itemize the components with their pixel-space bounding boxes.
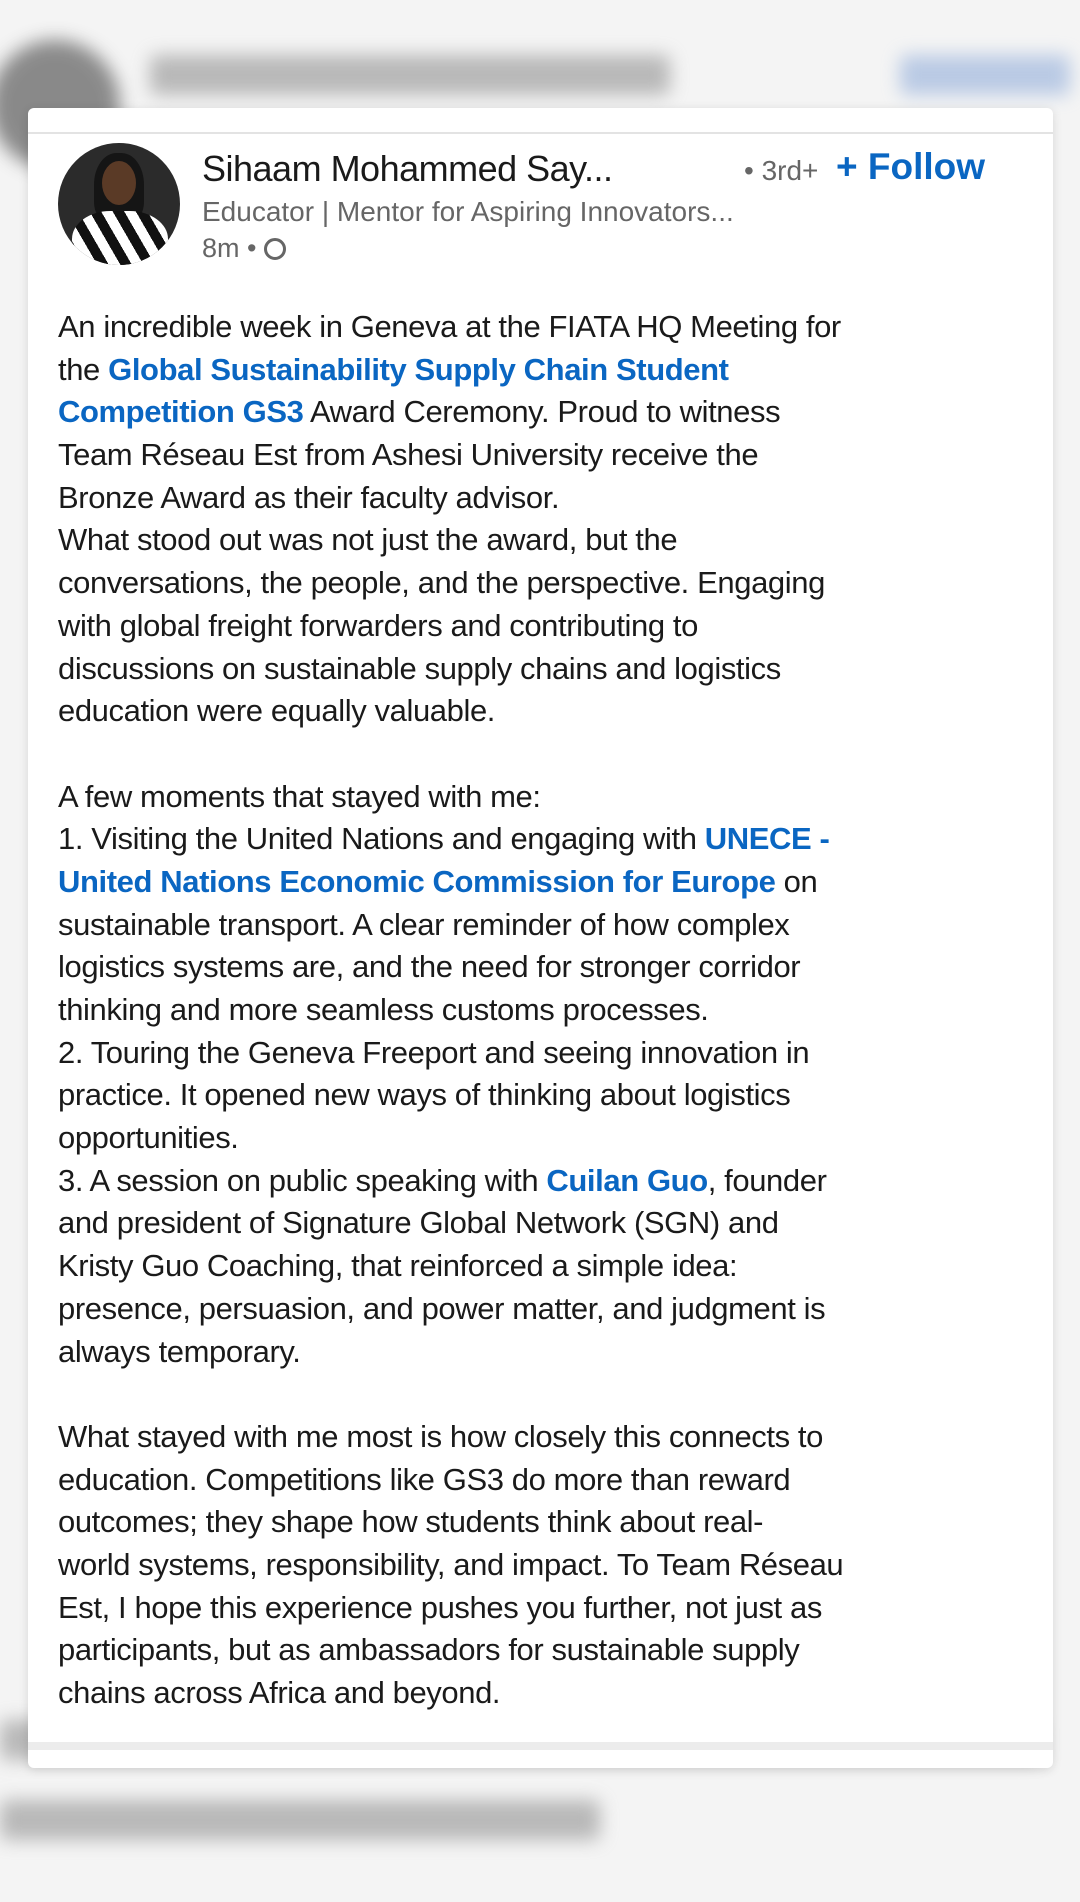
post-line — [58, 861, 843, 904]
post-line — [58, 1032, 843, 1075]
globe-icon — [264, 238, 286, 260]
post-line — [58, 605, 843, 648]
connection-degree: • 3rd+ — [744, 155, 819, 186]
post-line — [58, 306, 843, 349]
post-line — [58, 1160, 843, 1203]
post-text: logistics systems are, and the need for stronger corridor — [58, 949, 801, 985]
avatar[interactable] — [58, 143, 180, 265]
post-line — [58, 690, 843, 733]
post-text: 1. Visiting the United Nations and engaging with — [58, 821, 705, 857]
post-text: Bronze Award as their faculty advisor. — [58, 479, 560, 515]
post-card — [28, 108, 1053, 1768]
post-meta — [202, 233, 286, 264]
post-line — [58, 1587, 843, 1630]
post-text: always temporary. — [58, 1333, 301, 1369]
post-line — [58, 946, 843, 989]
divider — [28, 1742, 1053, 1750]
post-text: presence, persuasion, and power matter, and judgment is — [58, 1290, 826, 1326]
post-text: discussions on sustainable supply chains and logistics — [58, 650, 781, 686]
post-line — [58, 349, 843, 392]
post-line — [58, 648, 843, 691]
follow-button[interactable]: + Follow — [836, 146, 986, 187]
post-text: , founder — [707, 1162, 827, 1198]
post-line — [58, 1629, 843, 1672]
post-text: 2. Touring the Geneva Freeport and seeing innovation in — [58, 1034, 810, 1070]
post-text: practice. It opened new ways of thinking about logistics — [58, 1077, 791, 1113]
post-text: A few moments that stayed with me: — [58, 778, 541, 814]
post-text: thinking and more seamless customs processes. — [58, 992, 709, 1027]
post-text: education. Competitions like GS3 do more than reward — [58, 1461, 791, 1497]
post-line — [58, 477, 843, 520]
post-text: Est, I hope this experience pushes you further, not just as — [58, 1589, 822, 1625]
post-text: Team Réseau Est from Ashesi University receive the — [58, 437, 759, 473]
post-text: world systems, responsibility, and impact. To Team Réseau — [58, 1546, 844, 1582]
post-line — [58, 1074, 843, 1117]
post-line — [58, 1416, 843, 1459]
post-text: outcomes; they shape how students think about real- — [58, 1504, 764, 1540]
post-text: Award Ceremony. Proud to witness — [303, 394, 781, 430]
post-line — [58, 818, 843, 861]
mention-link[interactable]: Cuilan Guo — [546, 1162, 708, 1198]
post-text: education were equally valuable. — [58, 693, 496, 729]
author-headline: Educator | Mentor for Aspiring Innovators... — [202, 196, 734, 227]
post-line — [58, 904, 843, 947]
mention-link[interactable]: UNECE - — [704, 821, 830, 857]
post-line — [58, 776, 843, 819]
post-line — [58, 1373, 843, 1416]
post-line — [58, 1544, 843, 1587]
post-text: Kristy Guo Coaching, that reinforced a simple idea: — [58, 1248, 738, 1284]
post-line — [58, 519, 843, 562]
post-line — [58, 733, 843, 776]
post-text: with global freight forwarders and contributing to — [58, 607, 698, 643]
post-text: What stood out was not just the award, but the — [58, 522, 678, 558]
mention-link[interactable]: Global Sustainability Supply Chain Student — [108, 351, 729, 387]
post-line — [58, 1245, 843, 1288]
post-text: opportunities. — [58, 1120, 239, 1156]
post-line — [58, 562, 843, 605]
post-text: What stayed with me most is how closely this connects to — [58, 1418, 823, 1454]
post-text: and president of Signature Global Network (SGN) and — [58, 1205, 779, 1241]
post-line — [58, 989, 843, 1032]
post-text: the — [58, 351, 109, 387]
post-text: 3. A session on public speaking with — [58, 1162, 547, 1198]
post-body — [58, 306, 843, 1715]
post-text: chains across Africa and beyond. — [58, 1675, 501, 1710]
post-line — [58, 1202, 843, 1245]
post-text: sustainable transport. A clear reminder of how complex — [58, 906, 790, 942]
post-text: on — [775, 863, 818, 899]
post-line — [58, 1672, 843, 1715]
post-text: An incredible week in Geneva at the FIATA HQ Meeting for — [58, 309, 841, 344]
post-time: 8m • — [202, 233, 257, 263]
post-line — [58, 1117, 843, 1160]
post-line — [58, 391, 843, 434]
post-line — [58, 1288, 843, 1331]
post-text: conversations, the people, and the perspective. Engaging — [58, 565, 825, 601]
post-line — [58, 434, 843, 477]
author-name[interactable]: Sihaam Mohammed Say... — [202, 148, 613, 189]
post-line — [58, 1501, 843, 1544]
post-line — [58, 1331, 843, 1374]
mention-link[interactable]: Competition GS3 — [58, 394, 304, 430]
mention-link[interactable]: United Nations Economic Commission for Europe — [58, 863, 776, 899]
divider — [28, 132, 1053, 134]
post-text: participants, but as ambassadors for sustainable supply — [58, 1632, 800, 1668]
post-line — [58, 1459, 843, 1502]
